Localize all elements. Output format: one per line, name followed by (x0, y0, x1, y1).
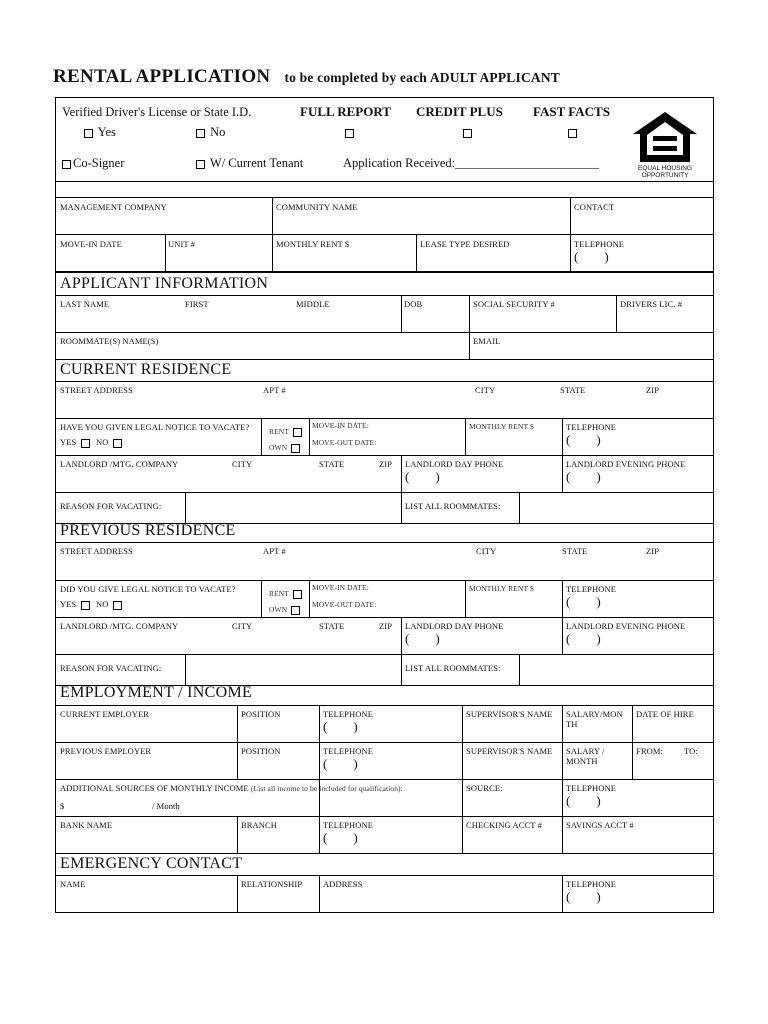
fast-facts-checkbox[interactable] (566, 125, 579, 140)
app-received-label: Application Received: (343, 156, 456, 170)
own-option[interactable] (269, 605, 302, 615)
telephone-label: TELEPHONE (323, 746, 374, 756)
landlord-label: LANDLORD /MTG. COMPANY (60, 459, 179, 469)
street-address-label: STREET ADDRESS (60, 546, 133, 556)
salary-label: SALARY / (566, 746, 605, 756)
phone-parens: ( ) (405, 469, 440, 484)
source-label: SOURCE: (466, 783, 503, 793)
move-in-date-label: MOVE-IN DATE: (312, 583, 369, 592)
notice-yes-no[interactable] (60, 599, 124, 610)
previous-employer-label: PREVIOUS EMPLOYER (60, 746, 152, 756)
form-title-text: RENTAL APPLICATION (53, 66, 271, 87)
monthly-rent-label: MONTHLY RENT $ (469, 422, 534, 431)
checking-acct-label: CHECKING ACCT # (466, 820, 542, 830)
telephone-label: TELEPHONE (566, 879, 617, 889)
contact-label: CONTACT (574, 202, 615, 212)
telephone-label: TELEPHONE (323, 820, 374, 830)
no-label: NO (96, 437, 109, 447)
city-label: CITY (232, 459, 253, 469)
form-box (55, 97, 714, 913)
state-label: STATE (560, 385, 586, 395)
move-in-date-label: MOVE-IN DATE: (312, 421, 369, 430)
zip-label: ZIP (646, 546, 660, 556)
form-subtitle: to be completed by each ADULT APPLICANT (284, 70, 561, 85)
current-tenant-option[interactable] (194, 156, 303, 171)
checkbox-icon[interactable] (81, 439, 90, 448)
last-name-label: LAST NAME (60, 299, 110, 309)
address-label: ADDRESS (323, 879, 363, 889)
yes-label: Yes (97, 125, 116, 139)
checkbox-icon[interactable] (113, 601, 122, 610)
landlord-evening-phone-label: LANDLORD EVENING PHONE (566, 621, 686, 631)
move-out-date-label: MOVE-OUT DATE: (312, 438, 377, 447)
monthly-rent-label: MONTHLY RENT $ (276, 239, 350, 249)
own-option[interactable] (269, 443, 302, 453)
community-name-label: COMMUNITY NAME (276, 202, 358, 212)
emergency-contact-heading: EMERGENCY CONTACT (60, 855, 243, 872)
equal-housing-line1: EQUAL HOUSING (638, 165, 692, 172)
branch-label: BRANCH (241, 820, 278, 830)
checkbox-icon[interactable] (291, 444, 300, 453)
middle-name-label: MIDDLE (296, 299, 330, 309)
checkbox-icon[interactable] (345, 129, 354, 138)
yes-label: YES (60, 437, 77, 447)
checkbox-icon[interactable] (196, 160, 205, 169)
zip-label: ZIP (646, 385, 660, 395)
equal-housing-logo (631, 110, 699, 182)
per-month-label: / Month (152, 801, 180, 811)
phone-parens: ( ) (574, 249, 609, 264)
from-label: FROM: (636, 746, 663, 756)
reason-vacating-label: REASON FOR VACATING: (60, 663, 162, 673)
house-icon (631, 110, 699, 164)
checkbox-icon[interactable] (293, 428, 302, 437)
phone-parens: ( ) (323, 756, 358, 771)
email-label: EMAIL (473, 336, 501, 346)
ssn-label: SOCIAL SECURITY # (473, 299, 555, 309)
supervisor-label: SUPERVISOR'S NAME (466, 709, 553, 719)
phone-parens: ( ) (323, 830, 358, 845)
no-label: NO (96, 599, 109, 609)
roommates-label: ROOMMATE(S) NAME(S) (60, 336, 159, 346)
rent-option[interactable] (269, 589, 304, 599)
move-in-date-label: MOVE-IN DATE (60, 239, 122, 249)
legal-notice-label: HAVE YOU GIVEN LEGAL NOTICE TO VACATE? (60, 422, 250, 432)
checkbox-icon[interactable] (113, 439, 122, 448)
zip-label: ZIP (379, 459, 393, 469)
legal-notice-label: DID YOU GIVE LEGAL NOTICE TO VACATE? (60, 584, 236, 594)
full-report-checkbox[interactable] (343, 125, 356, 140)
income-dollar-sign: $ (60, 801, 65, 811)
credit-plus-checkbox[interactable] (461, 125, 474, 140)
previous-residence-heading: PREVIOUS RESIDENCE (60, 522, 236, 539)
fast-facts-label: FAST FACTS (533, 104, 610, 119)
checkbox-icon[interactable] (463, 129, 472, 138)
phone-parens: ( ) (566, 631, 601, 646)
additional-income-label (60, 783, 403, 793)
rent-label: RENT (269, 589, 289, 598)
own-label: OWN (269, 605, 288, 614)
rent-label: RENT (269, 427, 289, 436)
street-address-label: STREET ADDRESS (60, 385, 133, 395)
position-label: POSITION (241, 709, 281, 719)
landlord-evening-phone-label: LANDLORD EVENING PHONE (566, 459, 686, 469)
additional-income-text: ADDITIONAL SOURCES OF MONTHLY INCOME (60, 783, 249, 793)
application-received[interactable] (343, 156, 599, 171)
apt-label: APT # (263, 546, 286, 556)
credit-plus-label: CREDIT PLUS (416, 104, 503, 119)
cosigner-option[interactable] (60, 156, 124, 171)
state-label: STATE (319, 459, 345, 469)
rent-option[interactable] (269, 427, 304, 437)
telephone-label: TELEPHONE (566, 584, 617, 594)
state-label: STATE (319, 621, 345, 631)
city-label: CITY (475, 385, 496, 395)
monthly-rent-label: MONTHLY RENT $ (469, 584, 534, 593)
state-label: STATE (562, 546, 588, 556)
equal-housing-line2: OPPORTUNITY (641, 172, 689, 179)
applicant-info-heading: APPLICANT INFORMATION (60, 275, 269, 292)
telephone-label: TELEPHONE (566, 422, 617, 432)
checkbox-icon[interactable] (81, 601, 90, 610)
telephone-label: TELEPHONE (574, 239, 625, 249)
position-label: POSITION (241, 746, 281, 756)
checkbox-icon[interactable] (568, 129, 577, 138)
zip-label: ZIP (379, 621, 393, 631)
form-title (53, 66, 560, 88)
apt-label: APT # (263, 385, 286, 395)
license-no-option[interactable] (194, 125, 225, 140)
phone-parens: ( ) (405, 631, 440, 646)
full-report-label: FULL REPORT (300, 104, 391, 119)
phone-parens: ( ) (323, 719, 358, 734)
list-roommates-label: LIST ALL ROOMMATES: (405, 663, 501, 673)
dob-label: DOB (404, 299, 423, 309)
salary-label: SALARY/MON (566, 709, 623, 719)
list-roommates-label: LIST ALL ROOMMATES: (405, 501, 501, 511)
reason-vacating-label: REASON FOR VACATING: (60, 501, 162, 511)
savings-acct-label: SAVINGS ACCT # (566, 820, 634, 830)
app-received-line: _______________________ (455, 156, 599, 170)
phone-parens: ( ) (566, 889, 601, 904)
current-tenant-label: W/ Current Tenant (209, 156, 304, 170)
salary-label-cont: TH (566, 719, 578, 729)
own-label: OWN (269, 443, 288, 452)
unit-label: UNIT # (168, 239, 196, 249)
telephone-label: TELEPHONE (323, 709, 374, 719)
first-name-label: FIRST (185, 299, 209, 309)
management-company-label: MANAGEMENT COMPANY (60, 202, 167, 212)
phone-parens: ( ) (566, 432, 601, 447)
checkbox-icon[interactable] (62, 160, 71, 169)
supervisor-label: SUPERVISOR'S NAME (466, 746, 553, 756)
checkbox-icon[interactable] (291, 606, 300, 615)
city-label: CITY (476, 546, 497, 556)
current-residence-heading: CURRENT RESIDENCE (60, 361, 232, 378)
license-yes-option[interactable] (82, 125, 116, 140)
no-label: No (210, 125, 226, 139)
bank-name-label: BANK NAME (60, 820, 113, 830)
telephone-label: TELEPHONE (566, 783, 617, 793)
name-label: NAME (60, 879, 86, 889)
verified-license-label: Verified Driver's License or State I.D. (62, 105, 252, 119)
date-of-hire-label: DATE OF HIRE (636, 709, 694, 719)
relationship-label: RELATIONSHIP (241, 879, 303, 889)
move-out-date-label: MOVE-OUT DATE: (312, 600, 377, 609)
lease-type-label: LEASE TYPE DESIRED (420, 239, 510, 249)
checkbox-icon[interactable] (196, 129, 205, 138)
to-label: TO: (684, 746, 698, 756)
city-label: CITY (232, 621, 253, 631)
additional-income-note: (List all income to be included for qualification): (250, 784, 403, 793)
landlord-day-phone-label: LANDLORD DAY PHONE (405, 621, 504, 631)
yes-label: YES (60, 599, 77, 609)
drivers-license-label: DRIVERS LIC. # (620, 299, 683, 309)
landlord-day-phone-label: LANDLORD DAY PHONE (405, 459, 504, 469)
cosigner-label: Co-Signer (73, 156, 125, 170)
phone-parens: ( ) (566, 469, 601, 484)
phone-parens: ( ) (566, 594, 601, 609)
current-employer-label: CURRENT EMPLOYER (60, 709, 150, 719)
notice-yes-no[interactable] (60, 437, 124, 448)
phone-parens: ( ) (566, 793, 601, 808)
landlord-label: LANDLORD /MTG. COMPANY (60, 621, 179, 631)
checkbox-icon[interactable] (84, 129, 93, 138)
checkbox-icon[interactable] (293, 590, 302, 599)
employment-heading: EMPLOYMENT / INCOME (60, 684, 253, 701)
salary-label-cont: MONTH (566, 756, 598, 766)
